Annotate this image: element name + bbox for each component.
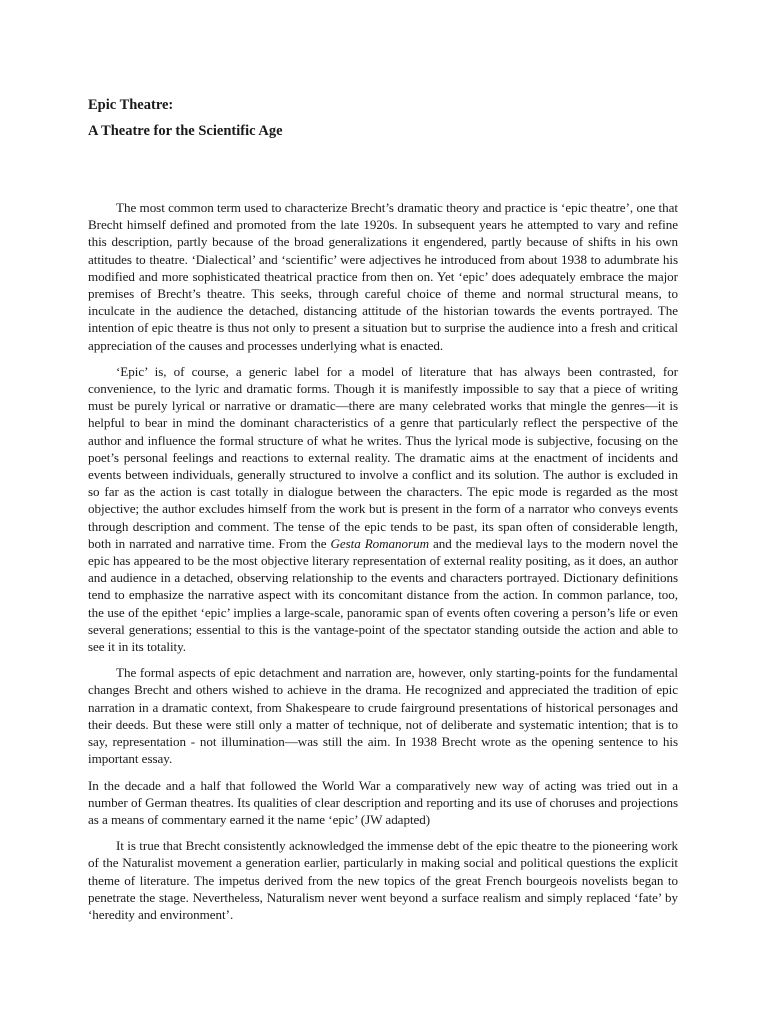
paragraph-4-quote: In the decade and a half that followed the World War a comparatively new way of acting was tried out in a number of German theatres. Its qualities of clear description and reporting and its use of choruses and projections as a means of commentary earned it the name ‘epic’ (JW adapted) [88,777,678,827]
title-line-2: A Theatre for the Scientific Age [88,123,283,139]
paragraph-3: The formal aspects of epic detachment and narration are, however, only starting-points for the fundamental changes Brecht and others wished to achieve in the drama. He recognized and appreciated the tradition of epic narration in a dramatic context, from Shakespeare to crude fairground presentations of historical personages and their deeds. But these were still only a matter of technique, not of deliberate and systematic intention; that is to say, representation - not illumination—was still the aim. In 1938 Brecht wrote as the opening sentence to his important essay. [88,665,678,767]
paragraph-2-text-a: ‘Epic’ is, of course, a generic label for a model of literature that has always been contrasted, for convenience, to the lyric and dramatic forms. Though it is manifestly impossible to say that a piece of writing must be purely lyrical or narrative or dramatic—there are many celebrated works that mingle the genres—it is helpful to bear in mind the dominant characteristics of a genre that particularly reflect the perspective of the author and influence the formal structure of what he writes. Thus the lyrical mode is subjective, focusing on the poet’s personal feelings and reactions to external reality. The dramatic aims at the enactment of incidents and events between individuals, generally structured to involve a conflict and its solution. The author is excluded in so far as the action is cast totally in dialogue between the characters. The epic mode is regarded as the most objective; the author excludes himself from the work but is present in the form of a narrator who conveys events through description and comment. The tense of the epic tends to be past, its span often of considerable length, both in narrated and narrative time. From the [88,363,678,551]
paragraph-2-italic-title: Gesta Romanorum [330,535,429,551]
document-page [88,92,678,932]
document-title [88,92,678,144]
paragraph-5: It is true that Brecht consistently acknowledged the immense debt of the epic theatre to the pioneering work of the Naturalist movement a generation earlier, particularly in making social and political questions the explicit theme of literature. The impetus derived from the new topics of the great French bourgeois novelists began to penetrate the stage. Nevertheless, Naturalism never went beyond a surface realism and simply replaced ‘fate’ by ‘heredity and environment’. [88,838,678,922]
paragraph-2-text-b: and the medieval lays to the modern novel the epic has appeared to be the most objective literary representation of external reality positing, as it does, an author and audience in a detached, observing relationship to the events and characters portrayed. Dictionary definitions tend to emphasize the narrative aspect with its concomitant distance from the action. In common parlance, too, the use of the epithet ‘epic’ implies a large-scale, panoramic span of events often covering a person’s life or even several generations; essential to this is the vantage-point of the spectator standing outside the action and able to see it in its totality. [88,535,678,655]
paragraph-2 [88,363,678,655]
title-line-1: Epic Theatre: [88,97,174,113]
paragraph-1: The most common term used to characterize Brecht’s dramatic theory and practice is ‘epic theatre’, one that Brecht himself defined and promoted from the late 1920s. In subsequent years he attempted to vary and refine this description, partly because of the broad generalizations it engendered, partly because of shifts in his own attitudes to theatre. ‘Dialectical’ and ‘scientific’ were adjectives he introduced from about 1938 to adumbrate his modified and more sophisticated theatrical practice from then on. Yet ‘epic’ does adequately embrace the major premises of Brecht’s theatre. This seeks, through careful choice of theme and normal structural means, to inculcate in the audience the detached, distancing attitude of the historian towards the events portrayed. The intention of epic theatre is thus not only to present a situation but to surprise the audience into a fresh and critical appreciation of the causes and processes underlying what is enacted. [88,200,678,353]
